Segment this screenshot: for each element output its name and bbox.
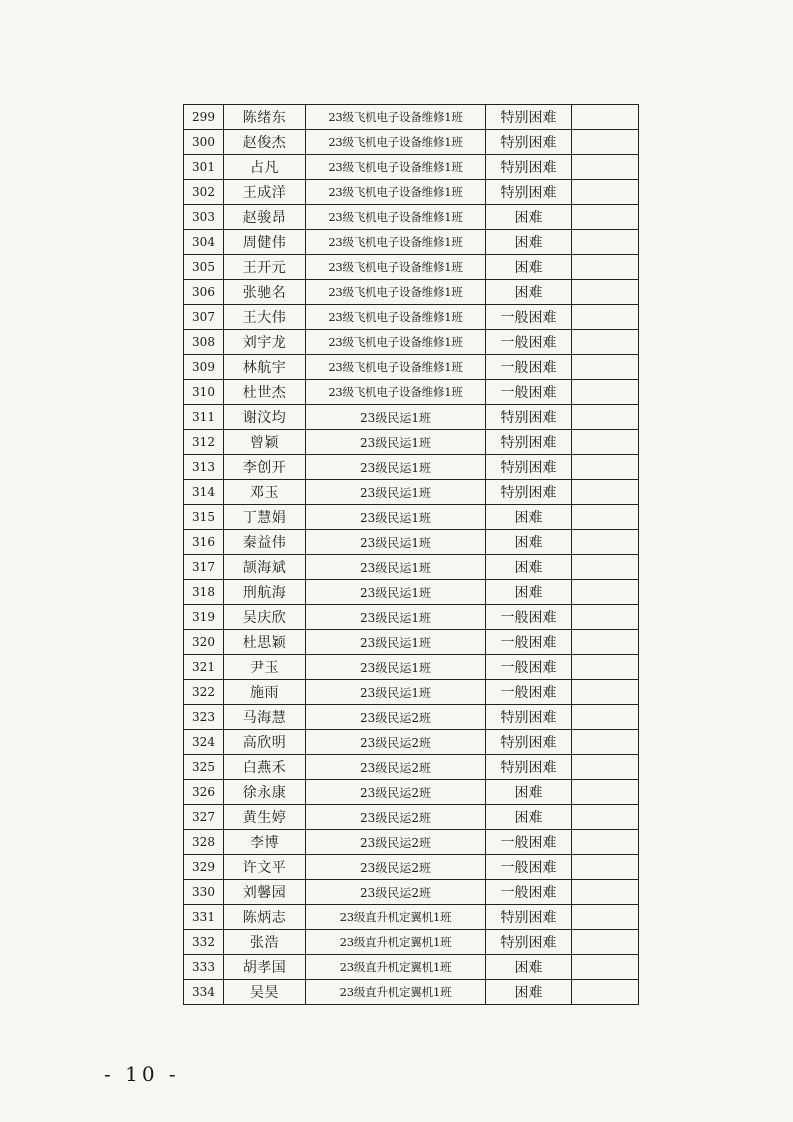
row-number: 317 [184, 555, 224, 580]
table-row [184, 130, 639, 155]
row-number: 332 [184, 930, 224, 955]
student-name: 高欣明 [224, 730, 306, 755]
blank-cell [572, 830, 639, 855]
class-name: 23级直升机定翼机1班 [306, 980, 486, 1005]
student-name: 白燕禾 [224, 755, 306, 780]
blank-cell [572, 380, 639, 405]
difficulty-level: 特别困难 [486, 180, 572, 205]
row-number: 321 [184, 655, 224, 680]
class-name: 23级民运2班 [306, 705, 486, 730]
blank-cell [572, 855, 639, 880]
student-name: 吴昊 [224, 980, 306, 1005]
class-name: 23级民运1班 [306, 480, 486, 505]
blank-cell [572, 255, 639, 280]
class-name: 23级飞机电子设备维修1班 [306, 355, 486, 380]
difficulty-level: 一般困难 [486, 605, 572, 630]
table-row [184, 755, 639, 780]
row-number: 324 [184, 730, 224, 755]
student-name: 李创开 [224, 455, 306, 480]
difficulty-level: 困难 [486, 580, 572, 605]
table-row [184, 605, 639, 630]
class-name: 23级民运1班 [306, 655, 486, 680]
difficulty-level: 一般困难 [486, 655, 572, 680]
row-number: 322 [184, 680, 224, 705]
blank-cell [572, 555, 639, 580]
row-number: 320 [184, 630, 224, 655]
blank-cell [572, 505, 639, 530]
difficulty-level: 困难 [486, 780, 572, 805]
student-name: 徐永康 [224, 780, 306, 805]
class-name: 23级民运1班 [306, 580, 486, 605]
class-name: 23级民运1班 [306, 430, 486, 455]
blank-cell [572, 905, 639, 930]
class-name: 23级直升机定翼机1班 [306, 930, 486, 955]
student-name: 胡孝国 [224, 955, 306, 980]
blank-cell [572, 330, 639, 355]
difficulty-level: 困难 [486, 280, 572, 305]
blank-cell [572, 305, 639, 330]
row-number: 334 [184, 980, 224, 1005]
difficulty-level: 特别困难 [486, 105, 572, 130]
difficulty-level: 困难 [486, 805, 572, 830]
table-row [184, 205, 639, 230]
table-row [184, 955, 639, 980]
difficulty-level: 特别困难 [486, 430, 572, 455]
table-row [184, 455, 639, 480]
difficulty-level: 困难 [486, 205, 572, 230]
blank-cell [572, 930, 639, 955]
blank-cell [572, 105, 639, 130]
table-row [184, 705, 639, 730]
difficulty-level: 困难 [486, 555, 572, 580]
student-name: 马海慧 [224, 705, 306, 730]
student-name: 赵骏昂 [224, 205, 306, 230]
student-name: 占凡 [224, 155, 306, 180]
blank-cell [572, 630, 639, 655]
class-name: 23级民运2班 [306, 805, 486, 830]
difficulty-level: 困难 [486, 230, 572, 255]
difficulty-level: 特别困难 [486, 480, 572, 505]
class-name: 23级飞机电子设备维修1班 [306, 230, 486, 255]
difficulty-level: 困难 [486, 255, 572, 280]
class-name: 23级民运1班 [306, 605, 486, 630]
page-number: - 10 - [104, 1062, 180, 1086]
row-number: 309 [184, 355, 224, 380]
blank-cell [572, 580, 639, 605]
row-number: 325 [184, 755, 224, 780]
row-number: 328 [184, 830, 224, 855]
blank-cell [572, 205, 639, 230]
student-name: 秦益伟 [224, 530, 306, 555]
difficulty-level: 一般困难 [486, 830, 572, 855]
table-row [184, 355, 639, 380]
blank-cell [572, 155, 639, 180]
difficulty-level: 困难 [486, 980, 572, 1005]
difficulty-level: 特别困难 [486, 930, 572, 955]
table-row [184, 480, 639, 505]
difficulty-level: 困难 [486, 505, 572, 530]
student-name: 赵俊杰 [224, 130, 306, 155]
blank-cell [572, 705, 639, 730]
row-number: 311 [184, 405, 224, 430]
class-name: 23级民运1班 [306, 405, 486, 430]
row-number: 308 [184, 330, 224, 355]
blank-cell [572, 130, 639, 155]
student-name: 杜思颖 [224, 630, 306, 655]
student-name: 张驰名 [224, 280, 306, 305]
blank-cell [572, 680, 639, 705]
blank-cell [572, 655, 639, 680]
student-name: 王开元 [224, 255, 306, 280]
difficulty-level: 一般困难 [486, 880, 572, 905]
difficulty-level: 一般困难 [486, 680, 572, 705]
student-name: 杜世杰 [224, 380, 306, 405]
student-name: 陈绪东 [224, 105, 306, 130]
difficulty-level: 特别困难 [486, 405, 572, 430]
blank-cell [572, 405, 639, 430]
row-number: 330 [184, 880, 224, 905]
class-name: 23级民运2班 [306, 730, 486, 755]
row-number: 310 [184, 380, 224, 405]
table-row [184, 405, 639, 430]
table-row [184, 905, 639, 930]
row-number: 301 [184, 155, 224, 180]
row-number: 307 [184, 305, 224, 330]
table-row [184, 380, 639, 405]
class-name: 23级民运1班 [306, 455, 486, 480]
blank-cell [572, 755, 639, 780]
difficulty-level: 困难 [486, 530, 572, 555]
difficulty-level: 困难 [486, 955, 572, 980]
difficulty-level: 一般困难 [486, 330, 572, 355]
student-name: 王成洋 [224, 180, 306, 205]
blank-cell [572, 530, 639, 555]
class-name: 23级飞机电子设备维修1班 [306, 280, 486, 305]
blank-cell [572, 480, 639, 505]
table-row [184, 855, 639, 880]
student-name: 周健伟 [224, 230, 306, 255]
table-row [184, 305, 639, 330]
row-number: 314 [184, 480, 224, 505]
class-name: 23级直升机定翼机1班 [306, 905, 486, 930]
table-row [184, 980, 639, 1005]
class-name: 23级民运1班 [306, 555, 486, 580]
class-name: 23级民运2班 [306, 880, 486, 905]
difficulty-level: 一般困难 [486, 630, 572, 655]
student-name: 施雨 [224, 680, 306, 705]
blank-cell [572, 180, 639, 205]
student-name: 丁慧娟 [224, 505, 306, 530]
row-number: 313 [184, 455, 224, 480]
row-number: 306 [184, 280, 224, 305]
student-name: 黄生婷 [224, 805, 306, 830]
table-row [184, 730, 639, 755]
table-row [184, 330, 639, 355]
class-name: 23级民运2班 [306, 855, 486, 880]
row-number: 302 [184, 180, 224, 205]
difficulty-level: 一般困难 [486, 305, 572, 330]
row-number: 312 [184, 430, 224, 455]
student-name: 谢汶均 [224, 405, 306, 430]
class-name: 23级飞机电子设备维修1班 [306, 255, 486, 280]
blank-cell [572, 805, 639, 830]
class-name: 23级直升机定翼机1班 [306, 955, 486, 980]
row-number: 300 [184, 130, 224, 155]
difficulty-level: 特别困难 [486, 730, 572, 755]
row-number: 331 [184, 905, 224, 930]
table-row [184, 180, 639, 205]
student-name: 刘馨园 [224, 880, 306, 905]
student-name: 许文平 [224, 855, 306, 880]
student-name: 尹玉 [224, 655, 306, 680]
class-name: 23级民运1班 [306, 680, 486, 705]
difficulty-level: 一般困难 [486, 855, 572, 880]
student-name: 陈炳志 [224, 905, 306, 930]
student-name: 刑航海 [224, 580, 306, 605]
difficulty-level: 特别困难 [486, 155, 572, 180]
table-row [184, 505, 639, 530]
table-row [184, 255, 639, 280]
table-row [184, 105, 639, 130]
table-row [184, 430, 639, 455]
difficulty-level: 特别困难 [486, 130, 572, 155]
class-name: 23级民运2班 [306, 780, 486, 805]
table-row [184, 930, 639, 955]
table-row [184, 805, 639, 830]
blank-cell [572, 280, 639, 305]
row-number: 329 [184, 855, 224, 880]
student-name: 张浩 [224, 930, 306, 955]
blank-cell [572, 955, 639, 980]
table-row [184, 880, 639, 905]
class-name: 23级民运2班 [306, 830, 486, 855]
blank-cell [572, 730, 639, 755]
row-number: 303 [184, 205, 224, 230]
table-row [184, 280, 639, 305]
blank-cell [572, 880, 639, 905]
class-name: 23级飞机电子设备维修1班 [306, 380, 486, 405]
class-name: 23级飞机电子设备维修1班 [306, 330, 486, 355]
row-number: 319 [184, 605, 224, 630]
difficulty-level: 特别困难 [486, 705, 572, 730]
difficulty-level: 一般困难 [486, 380, 572, 405]
class-name: 23级民运2班 [306, 755, 486, 780]
student-name: 曾颖 [224, 430, 306, 455]
class-name: 23级飞机电子设备维修1班 [306, 305, 486, 330]
table-row [184, 230, 639, 255]
student-name: 王大伟 [224, 305, 306, 330]
class-name: 23级飞机电子设备维修1班 [306, 130, 486, 155]
class-name: 23级民运1班 [306, 530, 486, 555]
student-name: 刘宇龙 [224, 330, 306, 355]
table-row [184, 530, 639, 555]
class-name: 23级民运1班 [306, 505, 486, 530]
table-row [184, 630, 639, 655]
class-name: 23级飞机电子设备维修1班 [306, 105, 486, 130]
student-name: 李博 [224, 830, 306, 855]
student-roster-table [183, 104, 639, 1005]
blank-cell [572, 230, 639, 255]
student-name: 颉海斌 [224, 555, 306, 580]
blank-cell [572, 780, 639, 805]
row-number: 316 [184, 530, 224, 555]
blank-cell [572, 605, 639, 630]
table-row [184, 655, 639, 680]
row-number: 333 [184, 955, 224, 980]
row-number: 305 [184, 255, 224, 280]
table-row [184, 830, 639, 855]
table-row [184, 580, 639, 605]
blank-cell [572, 980, 639, 1005]
row-number: 326 [184, 780, 224, 805]
class-name: 23级民运1班 [306, 630, 486, 655]
class-name: 23级飞机电子设备维修1班 [306, 180, 486, 205]
difficulty-level: 一般困难 [486, 355, 572, 380]
blank-cell [572, 455, 639, 480]
row-number: 315 [184, 505, 224, 530]
row-number: 327 [184, 805, 224, 830]
table-row [184, 780, 639, 805]
class-name: 23级飞机电子设备维修1班 [306, 205, 486, 230]
student-name: 邓玉 [224, 480, 306, 505]
blank-cell [572, 430, 639, 455]
difficulty-level: 特别困难 [486, 755, 572, 780]
difficulty-level: 特别困难 [486, 905, 572, 930]
table-row [184, 155, 639, 180]
student-name: 吴庆欣 [224, 605, 306, 630]
row-number: 318 [184, 580, 224, 605]
difficulty-level: 特别困难 [486, 455, 572, 480]
roster-body [184, 105, 639, 1005]
row-number: 323 [184, 705, 224, 730]
table-row [184, 555, 639, 580]
row-number: 304 [184, 230, 224, 255]
table-row [184, 680, 639, 705]
student-name: 林航宇 [224, 355, 306, 380]
class-name: 23级飞机电子设备维修1班 [306, 155, 486, 180]
row-number: 299 [184, 105, 224, 130]
blank-cell [572, 355, 639, 380]
